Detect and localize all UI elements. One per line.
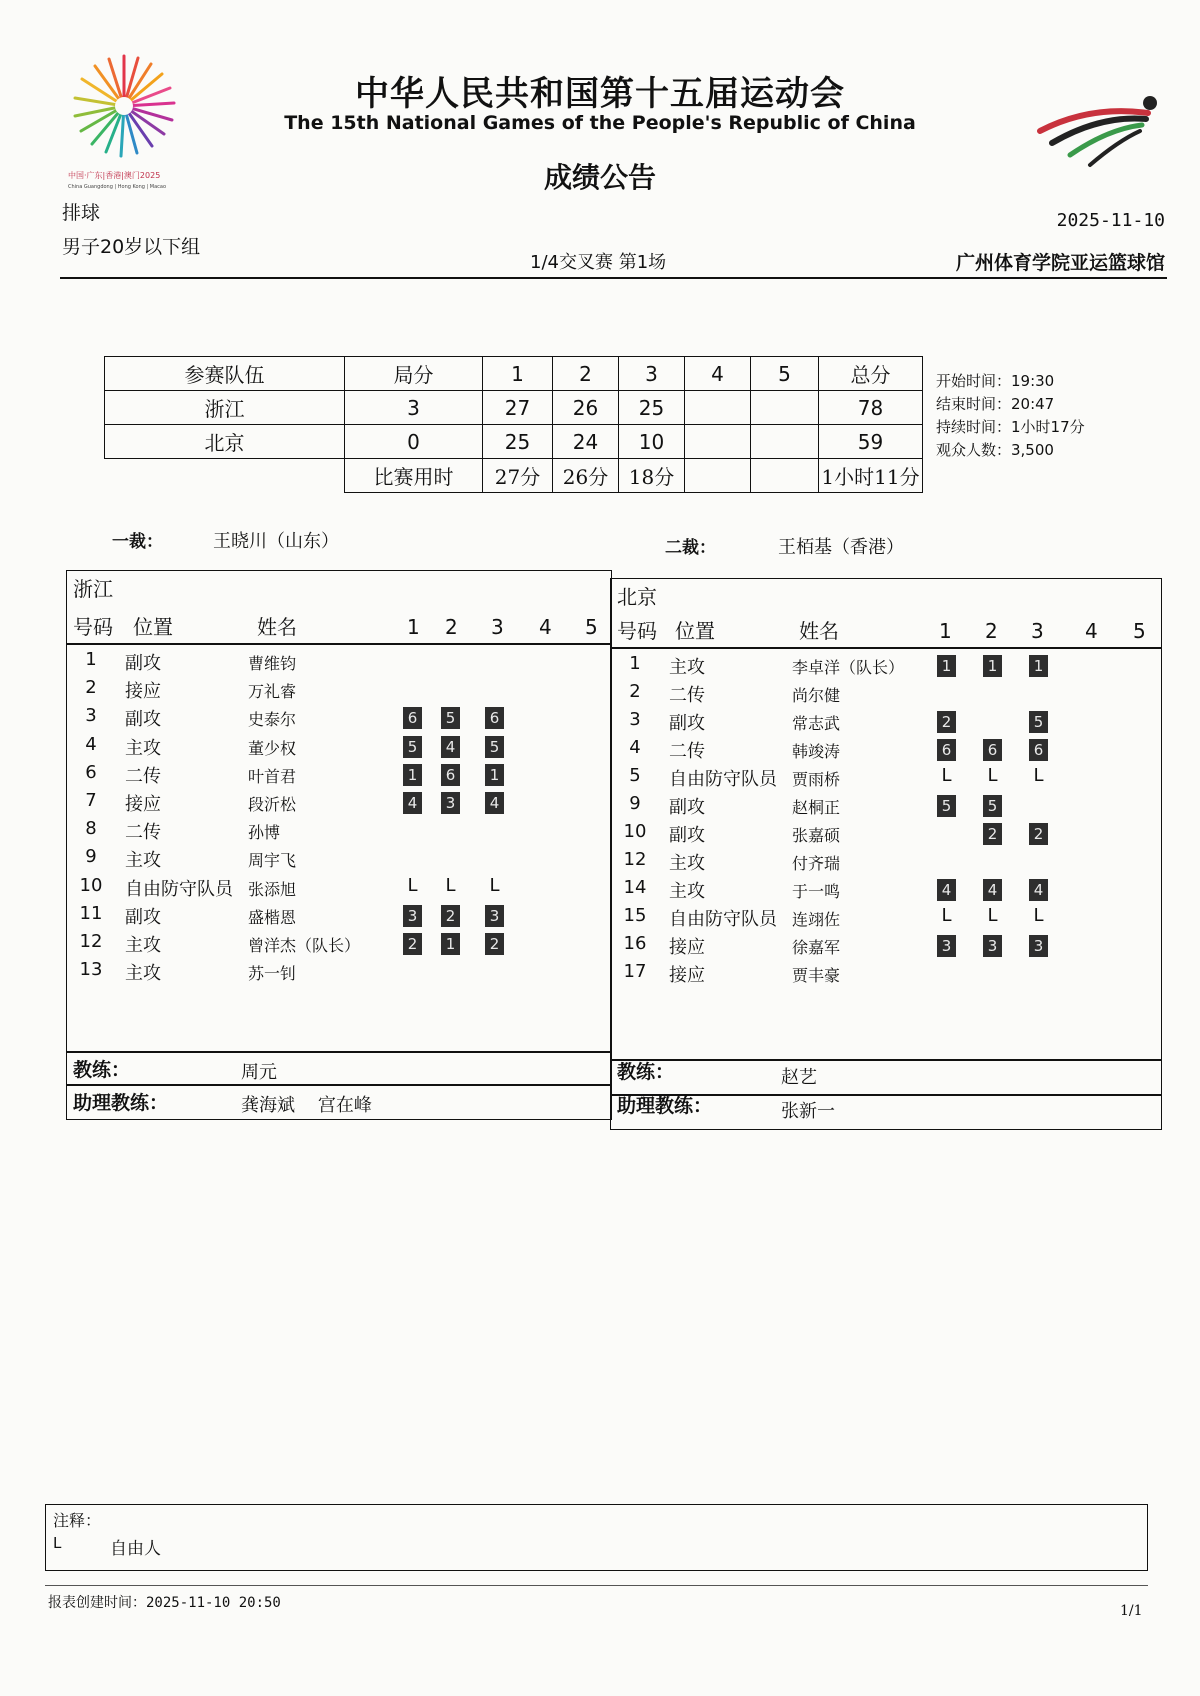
score-header-row xyxy=(105,357,923,391)
libero-marker: L xyxy=(489,874,500,896)
starting-position-box: 5 xyxy=(403,736,422,758)
starting-position-box: 4 xyxy=(937,879,956,901)
logo-text: 中国·广东|香港|澳门2025 xyxy=(68,171,161,180)
set-2-score: 26 xyxy=(553,391,619,425)
player-position: 接应 xyxy=(669,937,705,958)
column-set-3: 3 xyxy=(1031,619,1044,643)
player-position: 主攻 xyxy=(125,850,161,872)
second-referee-label: 二裁： xyxy=(665,538,716,558)
player-name: 李卓洋（队长） xyxy=(792,658,905,677)
set-2-score: 24 xyxy=(553,425,619,459)
set-4-score xyxy=(685,425,751,459)
player-row xyxy=(67,677,611,705)
starting-position-box: 5 xyxy=(937,795,956,817)
starting-position-box: 6 xyxy=(937,739,956,761)
total-time: 1小时11分 xyxy=(819,459,923,493)
libero-marker: L xyxy=(445,874,456,896)
player-row xyxy=(67,705,611,733)
player-row xyxy=(611,821,1161,849)
player-number: 3 xyxy=(85,705,97,727)
player-row xyxy=(611,653,1161,681)
player-name: 曹维钧 xyxy=(248,654,297,673)
starting-position-box: 6 xyxy=(983,739,1002,761)
set-3-score: 10 xyxy=(619,425,685,459)
sport: 排球 xyxy=(62,202,101,224)
team-name: 北京 xyxy=(105,425,345,459)
start-time: 开始时间：19:30 xyxy=(936,372,1055,390)
coach-divider xyxy=(67,1084,611,1086)
team-name: 浙江 xyxy=(73,577,113,601)
player-number: 12 xyxy=(79,931,103,952)
player-position: 副攻 xyxy=(669,825,705,846)
column-set-3: 3 xyxy=(491,615,504,639)
player-name: 贾丰豪 xyxy=(792,966,841,985)
player-position: 二传 xyxy=(125,822,161,844)
end-time: 结束时间：20:47 xyxy=(936,395,1055,413)
set-4-time xyxy=(685,459,751,493)
starting-position-box: 3 xyxy=(1029,935,1048,957)
libero-marker: L xyxy=(987,765,998,786)
column-set-2: 2 xyxy=(445,615,458,639)
notes-code: L xyxy=(53,1534,62,1552)
starting-position-box: 2 xyxy=(983,823,1002,845)
coach-label: 教练： xyxy=(617,1061,675,1083)
player-number: 6 xyxy=(85,761,97,783)
player-name: 张添旭 xyxy=(248,879,297,899)
player-row xyxy=(67,734,611,762)
column-set-4: 4 xyxy=(1085,619,1098,643)
starting-position-box: 6 xyxy=(1029,739,1048,761)
player-position: 主攻 xyxy=(669,657,705,678)
player-position: 自由防守队员 xyxy=(125,878,233,900)
libero-marker: L xyxy=(987,905,998,926)
assistant-coach-names: 龚海斌 宫在峰 xyxy=(241,1095,372,1116)
set-5-time xyxy=(751,459,819,493)
player-position: 主攻 xyxy=(669,881,705,902)
column-number: 号码 xyxy=(617,619,657,643)
player-row xyxy=(611,961,1161,989)
libero-marker: L xyxy=(1033,905,1044,926)
starting-position-box: 1 xyxy=(1029,655,1048,677)
page-number: 1/1 xyxy=(1120,1603,1143,1619)
player-row xyxy=(611,765,1161,793)
header-divider xyxy=(60,277,1167,279)
player-position: 副攻 xyxy=(125,709,161,731)
player-number: 10 xyxy=(623,821,647,842)
player-name: 赵桐正 xyxy=(792,798,841,817)
column-set-2: 2 xyxy=(985,619,998,643)
player-name: 连翊佐 xyxy=(792,910,841,929)
player-name: 常志武 xyxy=(792,714,841,733)
score-table xyxy=(104,356,923,493)
player-position: 二传 xyxy=(669,685,705,706)
set-5-score xyxy=(751,391,819,425)
team-name: 北京 xyxy=(617,585,657,609)
player-name: 孙博 xyxy=(248,823,281,843)
player-row xyxy=(67,762,611,790)
player-position: 副攻 xyxy=(125,653,161,674)
time-label: 比赛用时 xyxy=(345,459,483,493)
player-position: 二传 xyxy=(669,741,705,762)
column-position: 位置 xyxy=(675,619,715,643)
player-number: 4 xyxy=(85,733,97,755)
starting-position-box: 1 xyxy=(485,764,504,786)
set-3-score: 25 xyxy=(619,391,685,425)
starting-position-box: 4 xyxy=(403,792,422,814)
team-panel-zhejiang xyxy=(66,570,612,1120)
player-position: 主攻 xyxy=(125,737,161,759)
team-panel-beijing xyxy=(610,578,1162,1130)
player-position: 主攻 xyxy=(125,935,161,956)
player-number: 17 xyxy=(623,961,647,982)
player-row xyxy=(67,846,611,874)
player-number: 3 xyxy=(629,709,641,730)
starting-position-box: 5 xyxy=(441,707,460,729)
header-sets: 局分 xyxy=(345,357,483,391)
coach-name: 周元 xyxy=(241,1062,277,1083)
venue: 广州体育学院亚运篮球馆 xyxy=(955,252,1165,274)
set-1-score: 27 xyxy=(483,391,553,425)
set-5-score xyxy=(751,425,819,459)
player-position: 副攻 xyxy=(669,713,705,734)
column-set-1: 1 xyxy=(407,615,420,639)
second-referee-name: 王栢基（香港） xyxy=(778,537,904,558)
player-name: 周宇飞 xyxy=(248,851,297,871)
player-name: 董少权 xyxy=(248,738,297,758)
player-name: 于一鸣 xyxy=(792,882,841,901)
header-team: 参赛队伍 xyxy=(105,357,345,391)
starting-position-box: 3 xyxy=(485,905,504,927)
doc-title: 成绩公告 xyxy=(543,161,656,194)
created-time: 报表创建时间：2025-11-10 20:50 xyxy=(48,1595,281,1611)
set-2-time: 26分 xyxy=(553,459,619,493)
player-row xyxy=(611,877,1161,905)
title-english: The 15th National Games of the People's Republic of China xyxy=(284,112,916,134)
starting-position-box: 4 xyxy=(983,879,1002,901)
player-name: 史泰尔 xyxy=(248,710,297,730)
player-number: 7 xyxy=(85,790,97,811)
starting-position-box: 3 xyxy=(441,792,460,814)
starting-position-box: 6 xyxy=(403,707,422,729)
player-position: 主攻 xyxy=(125,963,161,985)
date: 2025-11-10 xyxy=(1056,210,1165,231)
total-points: 78 xyxy=(819,391,923,425)
player-name: 尚尔健 xyxy=(792,686,841,705)
starting-position-box: 6 xyxy=(441,764,460,786)
player-name: 徐嘉军 xyxy=(792,938,841,957)
set-4-score xyxy=(685,391,751,425)
score-row-zhejiang xyxy=(105,391,923,425)
round: 1/4交叉赛 第1场 xyxy=(530,252,667,273)
player-number: 13 xyxy=(79,959,103,981)
player-name: 韩竣涛 xyxy=(792,742,841,761)
player-number: 1 xyxy=(85,649,97,670)
player-row xyxy=(67,931,611,959)
libero-marker: L xyxy=(941,765,952,786)
sets-won: 3 xyxy=(345,391,483,425)
starting-position-box: 1 xyxy=(983,655,1002,677)
player-number: 4 xyxy=(629,737,641,758)
player-row xyxy=(67,959,611,987)
starting-position-box: 4 xyxy=(485,792,504,814)
notes-text: 自由人 xyxy=(110,1539,161,1559)
first-referee-label: 一裁： xyxy=(112,532,163,552)
column-name: 姓名 xyxy=(799,619,839,643)
starting-position-box: 2 xyxy=(403,933,422,955)
column-set-5: 5 xyxy=(1133,619,1146,643)
player-position: 副攻 xyxy=(669,797,705,818)
match-time-row xyxy=(105,459,923,493)
set-1-time: 27分 xyxy=(483,459,553,493)
column-name: 姓名 xyxy=(257,615,297,639)
coach-name: 赵艺 xyxy=(781,1067,817,1088)
category: 男子20岁以下组 xyxy=(62,236,201,258)
player-name: 张嘉硕 xyxy=(792,826,841,845)
team-name: 浙江 xyxy=(105,391,345,425)
roster-divider xyxy=(611,1059,1161,1061)
player-number: 9 xyxy=(85,846,97,868)
player-row xyxy=(67,649,611,677)
player-row xyxy=(611,793,1161,821)
header-total: 总分 xyxy=(819,357,923,391)
starting-position-box: 1 xyxy=(441,933,460,955)
header-set-5: 5 xyxy=(751,357,819,391)
player-number: 14 xyxy=(623,877,647,898)
header-divider xyxy=(67,643,611,645)
starting-position-box: 6 xyxy=(485,707,504,729)
player-row xyxy=(611,681,1161,709)
player-row xyxy=(611,709,1161,737)
sets-won: 0 xyxy=(345,425,483,459)
starting-position-box: 3 xyxy=(983,935,1002,957)
notes-title: 注释： xyxy=(53,1511,102,1530)
libero-marker: L xyxy=(1033,765,1044,786)
starting-position-box: 2 xyxy=(441,905,460,927)
player-position: 接应 xyxy=(669,965,705,986)
player-name: 苏一钊 xyxy=(248,964,297,984)
starting-position-box: 2 xyxy=(1029,823,1048,845)
notes-box xyxy=(45,1504,1148,1571)
player-name: 贾雨桥 xyxy=(792,770,841,789)
player-row xyxy=(611,737,1161,765)
player-row xyxy=(67,818,611,846)
logo-subtext: China Guangdong | Hong Kong | Macao xyxy=(68,184,167,190)
header-set-4: 4 xyxy=(685,357,751,391)
player-number: 2 xyxy=(85,677,97,699)
starting-position-box: 2 xyxy=(485,933,504,955)
title-chinese: 中华人民共和国第十五届运动会 xyxy=(355,74,845,114)
player-position: 接应 xyxy=(125,681,161,703)
duration: 持续时间：1小时17分 xyxy=(936,418,1085,436)
player-number: 11 xyxy=(79,902,103,924)
player-name: 付齐瑞 xyxy=(792,854,841,873)
player-position: 自由防守队员 xyxy=(669,769,777,790)
player-number: 15 xyxy=(623,905,647,926)
player-number: 10 xyxy=(79,874,103,896)
roster-divider xyxy=(67,1051,611,1053)
starting-position-box: 2 xyxy=(937,711,956,733)
player-row xyxy=(67,903,611,931)
starting-position-box: 1 xyxy=(403,764,422,786)
player-position: 二传 xyxy=(125,765,161,787)
player-number: 16 xyxy=(623,933,647,954)
starting-position-box: 5 xyxy=(983,795,1002,817)
player-position: 自由防守队员 xyxy=(669,909,777,930)
set-1-score: 25 xyxy=(483,425,553,459)
player-name: 万礼睿 xyxy=(248,682,297,702)
column-number: 号码 xyxy=(73,615,113,639)
player-row xyxy=(611,905,1161,933)
starting-position-box: 4 xyxy=(1029,879,1048,901)
header-divider xyxy=(611,647,1161,649)
header-set-1: 1 xyxy=(483,357,553,391)
player-row xyxy=(67,790,611,818)
first-referee-name: 王晓川（山东） xyxy=(213,531,339,552)
total-points: 59 xyxy=(819,425,923,459)
player-name: 叶首君 xyxy=(248,766,297,786)
player-name: 盛楷恩 xyxy=(248,907,297,927)
player-position: 副攻 xyxy=(125,906,161,928)
header-set-3: 3 xyxy=(619,357,685,391)
column-set-5: 5 xyxy=(585,615,598,639)
coach-label: 教练： xyxy=(73,1059,131,1081)
starting-position-box: 4 xyxy=(441,736,460,758)
player-number: 9 xyxy=(629,793,641,814)
player-name: 段沂松 xyxy=(248,795,297,814)
column-position: 位置 xyxy=(133,615,173,639)
player-name: 曾洋杰（队长） xyxy=(248,936,361,955)
player-row xyxy=(611,849,1161,877)
starting-position-box: 1 xyxy=(937,655,956,677)
assistant-coach-names: 张新一 xyxy=(781,1101,835,1122)
player-number: 2 xyxy=(629,681,641,702)
assistant-coach-label: 助理教练： xyxy=(73,1092,169,1114)
header-set-2: 2 xyxy=(553,357,619,391)
player-row xyxy=(67,875,611,903)
starting-position-box: 3 xyxy=(937,935,956,957)
column-set-4: 4 xyxy=(539,615,552,639)
set-3-time: 18分 xyxy=(619,459,685,493)
score-row-beijing xyxy=(105,425,923,459)
footer-divider xyxy=(45,1585,1148,1586)
starting-position-box: 5 xyxy=(1029,711,1048,733)
player-number: 1 xyxy=(629,653,641,674)
player-position: 接应 xyxy=(125,794,161,815)
player-row xyxy=(611,933,1161,961)
assistant-coach-label: 助理教练： xyxy=(617,1095,713,1117)
player-number: 12 xyxy=(623,849,647,870)
starting-position-box: 5 xyxy=(485,736,504,758)
starting-position-box: 3 xyxy=(403,905,422,927)
player-number: 5 xyxy=(629,765,641,786)
attendance: 观众人数：3,500 xyxy=(936,441,1054,459)
column-set-1: 1 xyxy=(939,619,952,643)
libero-marker: L xyxy=(407,874,418,896)
match-info xyxy=(936,370,1085,462)
player-number: 8 xyxy=(85,818,97,840)
player-position: 主攻 xyxy=(669,853,705,874)
libero-marker: L xyxy=(941,905,952,926)
